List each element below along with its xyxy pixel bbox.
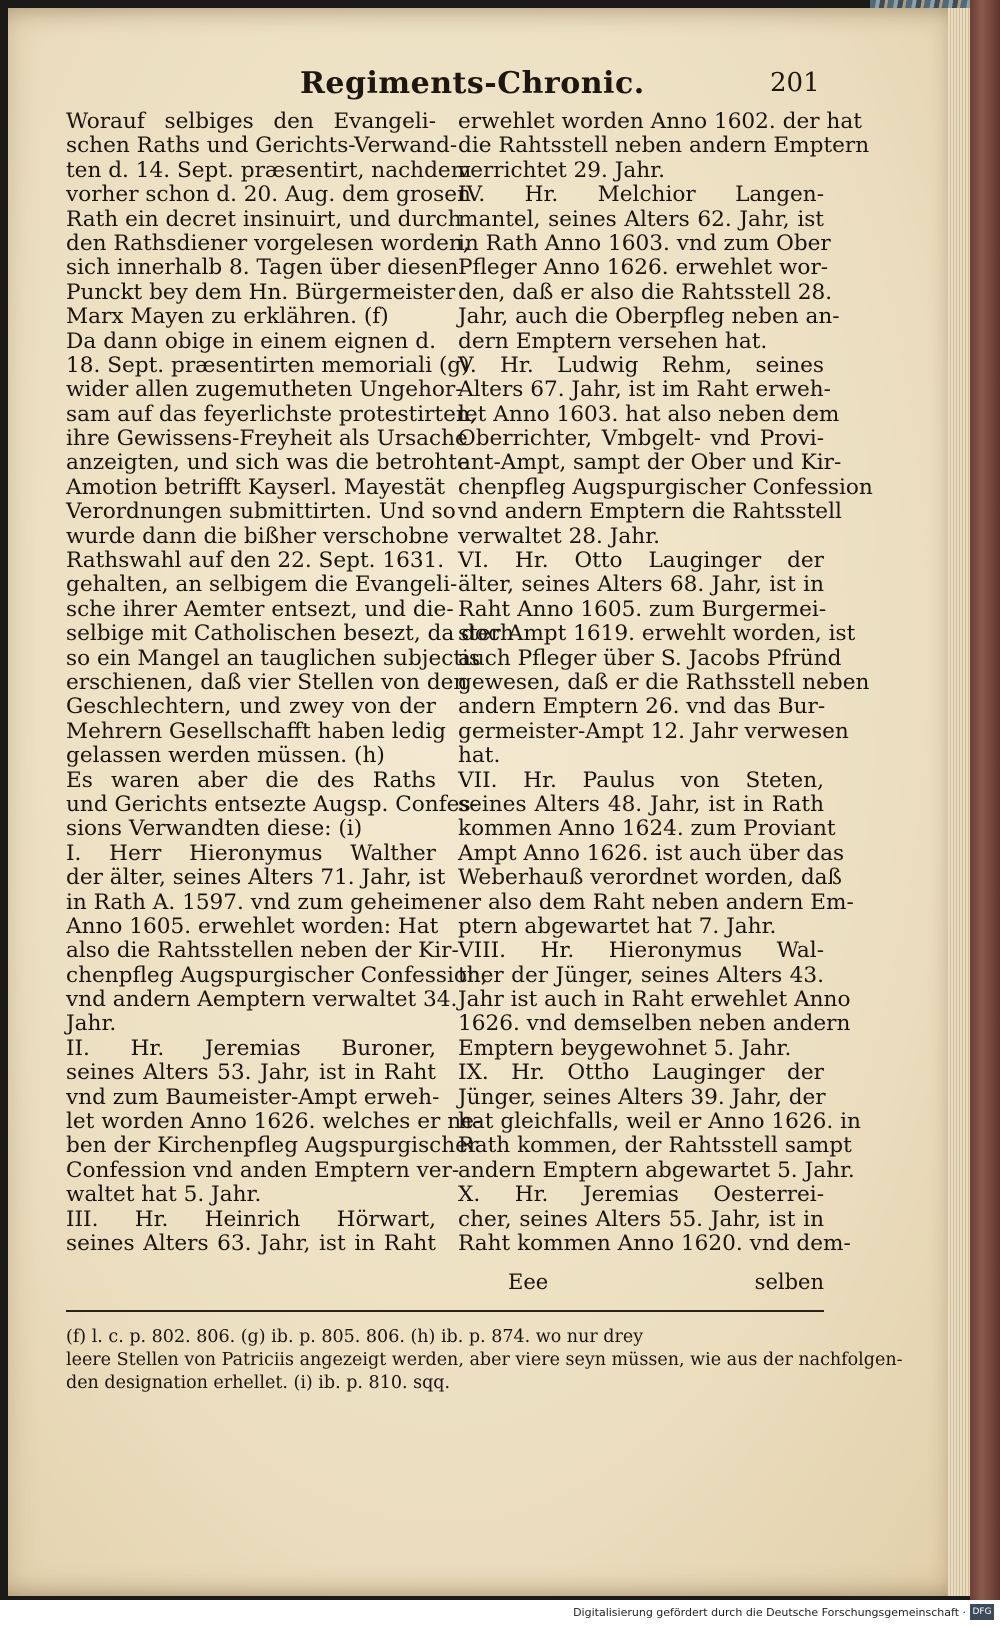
text-line: Jünger, seines Alters 39. Jahr, der [458, 1084, 826, 1110]
text-line: seines Alters 53. Jahr, ist in Raht [66, 1060, 436, 1086]
text-line: let worden Anno 1626. welches er ne- [66, 1109, 482, 1135]
right-column [458, 109, 873, 1256]
text-line: Jahr. [66, 1011, 117, 1037]
text-line: Rath kommen, der Rahtsstell sampt [458, 1133, 852, 1159]
text-line: Confession vnd anden Emptern ver- [66, 1157, 460, 1183]
text-line: wurde dann die bißher verschobne [66, 523, 449, 549]
text-line: Ampt Anno 1626. ist auch über das [458, 840, 845, 866]
text-line: also die Rahtsstellen neben der Kir- [66, 938, 459, 964]
text-line: II. Hr. Jeremias Buroner, [66, 1035, 436, 1061]
catch-line [458, 1270, 824, 1296]
text-line: den Rathsdiener vorgelesen worden, [66, 230, 470, 256]
text-line: Pfleger Anno 1626. erwehlet wor- [458, 255, 829, 281]
text-line: selbige mit Catholischen besezt, da doch [66, 621, 514, 647]
text-line: I. Herr Hieronymus Walther [66, 840, 436, 866]
digitization-credit: Digitalisierung gefördert durch die Deutsche Forschungsgemeinschaft · [573, 1606, 966, 1619]
text-line: 1626. vnd demselben neben andern [458, 1011, 851, 1037]
text-line: chenpfleg Augspurgischer Confession [458, 474, 873, 500]
text-line: Jahr ist auch in Raht erwehlet Anno [458, 987, 851, 1013]
left-column [66, 109, 514, 1256]
text-line: und Gerichts entsezte Augsp. Confes- [66, 791, 478, 817]
text-line: der älter, seines Alters 71. Jahr, ist [66, 865, 446, 891]
text-line: sions Verwandten diese: (i) [66, 816, 363, 842]
book-page [8, 8, 970, 1596]
footer-bar [0, 1600, 1000, 1626]
text-line: Emptern beygewohnet 5. Jahr. [458, 1035, 792, 1061]
text-line: kommen Anno 1624. zum Proviant [458, 816, 836, 842]
text-line: ptern abgewartet hat 7. Jahr. [458, 913, 777, 939]
text-line: vnd zum Baumeister-Ampt erweh- [66, 1084, 440, 1110]
text-line: VI. Hr. Otto Lauginger der [458, 548, 824, 574]
running-head [8, 66, 970, 106]
text-line: verwaltet 28. Jahr. [458, 523, 661, 549]
text-line: in Rath A. 1597. vnd zum geheimen [66, 889, 458, 915]
text-line: vnd andern Emptern die Rahtsstell [458, 499, 842, 525]
footnotes [66, 1326, 903, 1395]
text-line: VIII. Hr. Hieronymus Wal- [458, 938, 824, 964]
text-line: VII. Hr. Paulus von Steten, [458, 767, 824, 793]
text-line: 18. Sept. præsentirten memoriali (g) [66, 352, 470, 378]
text-line: hat. [458, 743, 501, 769]
text-line: andern Emptern 26. vnd das Bur- [458, 694, 826, 720]
text-line: ten d. 14. Sept. præsentirt, nachdem [66, 157, 472, 183]
text-line: X. Hr. Jeremias Oesterrei- [458, 1182, 824, 1208]
text-line: anzeigten, und sich was die betrohte [66, 450, 470, 476]
catchword: selben [754, 1270, 824, 1294]
book-cover-edge [970, 0, 1000, 1600]
dfg-logo: DFG [970, 1604, 994, 1620]
text-line: die Rahtsstell neben andern Emptern [458, 133, 870, 159]
text-line: III. Hr. Heinrich Hörwart, [66, 1206, 436, 1232]
text-line: erschienen, daß vier Stellen von den [66, 669, 468, 695]
text-line: so ein Mangel an tauglichen subjectis [66, 645, 481, 671]
text-line: Rathswahl auf den 22. Sept. 1631. [66, 548, 445, 574]
text-line: sam auf das feyerlichste protestirten, [66, 401, 477, 427]
page-number: 201 [770, 68, 820, 98]
text-line: vnd andern Aemptern verwaltet 34. [66, 987, 458, 1013]
text-line: ben der Kirchenpfleg Augspurgischer [66, 1133, 479, 1159]
text-line: Es waren aber die des Raths [66, 767, 436, 793]
text-line: Rath ein decret insinuirt, und durch [66, 206, 462, 232]
text-line: IX. Hr. Ottho Lauginger der [458, 1060, 824, 1086]
text-line: dern Emptern versehen hat. [458, 328, 768, 354]
text-line: andern Emptern abgewartet 5. Jahr. [458, 1157, 855, 1183]
text-line: cher, seines Alters 55. Jahr, ist in [458, 1206, 824, 1232]
text-line: Oberrichter, Vmbgelt- vnd Provi- [458, 426, 824, 452]
text-line: Weberhauß verordnet worden, daß [458, 865, 842, 891]
text-line: erwehlet worden Anno 1602. der hat [458, 109, 862, 134]
text-line: seines Alters 63. Jahr, ist in Raht [66, 1230, 436, 1256]
text-line: Anno 1605. erwehlet worden: Hat [66, 913, 439, 939]
page-fore-edge [948, 8, 970, 1596]
text-line: den, daß er also die Rahtsstell 28. [458, 279, 833, 305]
text-line: Worauf selbiges den Evangeli- [66, 109, 436, 134]
text-line: Geschlechtern, und zwey von der [66, 694, 436, 720]
footnote-line: leere Stellen von Patriciis angezeigt werden, aber viere seyn müssen, wie aus der nachfolgen- [66, 1350, 903, 1370]
footnote-line: den designation erhellet. (i) ib. p. 810. sqq. [66, 1373, 451, 1393]
text-line: Jahr, auch die Oberpfleg neben an- [458, 304, 840, 330]
text-line: schen Raths und Gerichts-Verwand- [66, 133, 458, 159]
text-line: Marx Mayen zu erklähren. (f) [66, 304, 389, 330]
text-line: sich innerhalb 8. Tagen über diesen [66, 255, 459, 281]
text-line: Raht kommen Anno 1620. vnd dem- [458, 1230, 851, 1256]
text-line: seines Alters 48. Jahr, ist in Rath [458, 791, 824, 817]
text-line: ster Ampt 1619. erwehlt worden, ist [458, 621, 856, 647]
text-line: ant-Ampt, sampt der Ober und Kir- [458, 450, 842, 476]
text-line: verrichtet 29. Jahr. [458, 157, 665, 183]
text-line: auch Pfleger über S. Jacobs Pfründ [458, 645, 842, 671]
text-line: hat gleichfalls, weil er Anno 1626. in [458, 1109, 861, 1135]
text-line: Amotion betrifft Kayserl. Mayestät [66, 474, 446, 500]
text-line: mantel, seines Alters 62. Jahr, ist [458, 206, 824, 232]
text-line: ihre Gewissens-Freyheit als Ursache [66, 426, 468, 452]
text-line: let Anno 1603. hat also neben dem [458, 401, 840, 427]
text-line: Raht Anno 1605. zum Burgermei- [458, 596, 827, 622]
text-line: V. Hr. Ludwig Rehm, seines [458, 352, 824, 378]
text-line: vorher schon d. 20. Aug. dem grosen [66, 182, 471, 208]
text-line: IV. Hr. Melchior Langen- [458, 182, 824, 208]
text-line: in Rath Anno 1603. vnd zum Ober [458, 230, 831, 256]
page-title: Regiments-Chronic. [300, 66, 645, 101]
text-line: Verordnungen submittirten. Und so [66, 499, 456, 525]
text-line: gelassen werden müssen. (h) [66, 743, 385, 769]
text-line: Mehrern Gesellschafft haben ledig [66, 718, 446, 744]
text-line: germeister-Ampt 12. Jahr verwesen [458, 718, 849, 744]
text-line: ther der Jünger, seines Alters 43. [458, 962, 824, 988]
text-line: älter, seines Alters 68. Jahr, ist in [458, 572, 824, 598]
text-line: Punckt bey dem Hn. Bürgermeister [66, 279, 456, 305]
footnote-line: (f) l. c. p. 802. 806. (g) ib. p. 805. 806. (h) ib. p. 874. wo nur drey [66, 1327, 644, 1347]
text-line: gehalten, an selbigem die Evangeli- [66, 572, 458, 598]
text-line: wider allen zugemutheten Ungehor- [66, 377, 463, 403]
footnote-rule [66, 1310, 824, 1312]
text-line: sche ihrer Aemter entsezt, und die- [66, 596, 454, 622]
text-line: gewesen, daß er die Rathsstell neben [458, 669, 870, 695]
text-line: er also dem Raht neben andern Em- [458, 889, 854, 915]
text-line: waltet hat 5. Jahr. [66, 1182, 262, 1208]
text-line: Da dann obige in einem eignen d. [66, 328, 436, 354]
signature-mark: Eee [508, 1270, 549, 1294]
text-line: chenpfleg Augspurgischer Confession, [66, 962, 488, 988]
text-line: Alters 67. Jahr, ist im Raht erweh- [458, 377, 831, 403]
